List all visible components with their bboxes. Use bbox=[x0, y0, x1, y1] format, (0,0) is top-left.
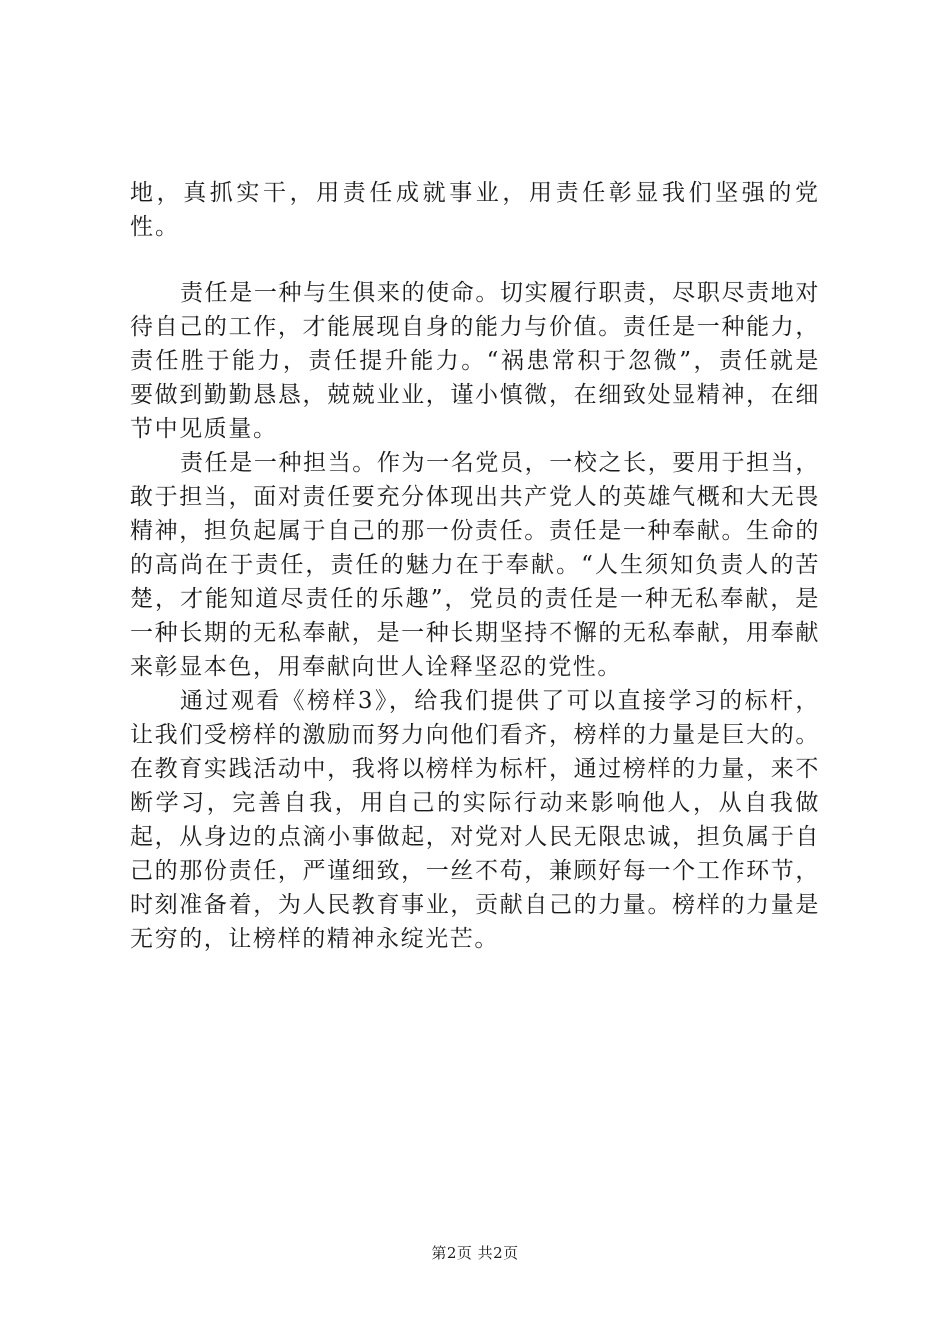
page-number-footer: 第2页 共2页 bbox=[431, 1244, 519, 1262]
paragraph-continuation: 地，真抓实干，用责任成就事业，用责任彰显我们坚强的党性。 bbox=[130, 180, 820, 240]
paragraph-responsibility-mission: 责任是一种与生俱来的使命。切实履行职责，尽职尽责地对待自己的工作，才能展现自身的能力与价值。责任是一种能力，责任胜于能力，责任提升能力。“祸患常积于忽微”，责任就是要做到勤勤恳恳，兢兢业业，谨小慎微，在细致处显精神，在细节中见质量。 bbox=[130, 280, 820, 442]
document-body bbox=[130, 176, 820, 956]
paragraph-role-model: 通过观看《榜样3》，给我们提供了可以直接学习的标杆，让我们受榜样的激励而努力向他们看齐，榜样的力量是巨大的。在教育实践活动中，我将以榜样为标杆，通过榜样的力量，来不断学习，完善自我，用自己的实际行动来影响他人，从自我做起，从身边的点滴小事做起，对党对人民无限忠诚，担负属于自己的那份责任，严谨细致，一丝不苟，兼顾好每一个工作环节，时刻准备着，为人民教育事业，贡献自己的力量。榜样的力量是无穷的，让榜样的精神永绽光芒。 bbox=[130, 688, 820, 952]
paragraph-responsibility-duty: 责任是一种担当。作为一名党员，一校之长，要用于担当，敢于担当，面对责任要充分体现出共产党人的英雄气概和大无畏精神，担负起属于自己的那一份责任。责任是一种奉献。生命的的高尚在于责任，责任的魅力在于奉献。“人生须知负责人的苦楚，才能知道尽责任的乐趣”，党员的责任是一种无私奉献，是一种长期的无私奉献，是一种长期坚持不懈的无私奉献，用奉献来彰显本色，用奉献向世人诠释坚忍的党性。 bbox=[130, 450, 820, 680]
